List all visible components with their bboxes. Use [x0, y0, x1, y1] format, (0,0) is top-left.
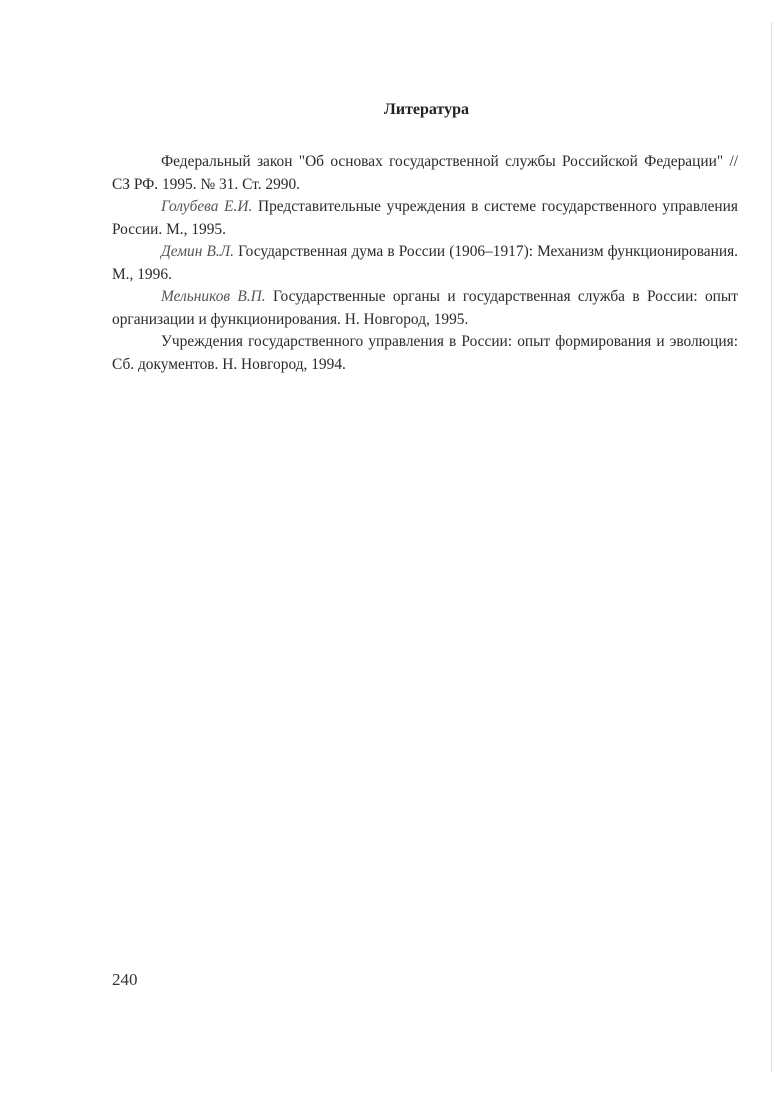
reference-author: Голубева Е.И.	[161, 198, 253, 215]
page-edge-line	[771, 22, 772, 1072]
reference-item	[112, 196, 738, 241]
reference-text: Государственные органы и государственная служба в России: опыт организации и функционирования. Н. Новгород, 1995.	[112, 288, 738, 328]
page-number: 240	[112, 970, 138, 989]
reference-list	[112, 151, 738, 376]
reference-item	[112, 151, 738, 196]
reference-author: Демин В.Л.	[161, 243, 235, 260]
reference-author: Мельников В.П.	[161, 288, 266, 305]
reference-item	[112, 286, 738, 331]
reference-text: Представительные учреждения в системе государственного управления России. М., 1995.	[112, 198, 738, 238]
reference-item	[112, 331, 738, 376]
reference-text: Федеральный закон "Об основах государственной службы Российской Федерации" // СЗ РФ. 1995. № 31. Ст. 2990.	[112, 153, 738, 193]
reference-item	[112, 241, 738, 286]
reference-text: Государственная дума в России (1906–1917): Механизм функционирования. М., 1996.	[112, 243, 738, 283]
page-title: Литература	[383, 101, 470, 118]
reference-text: Учреждения государственного управления в России: опыт формирования и эволюция: Сб. документов. Н. Новгород, 1994.	[112, 333, 738, 373]
